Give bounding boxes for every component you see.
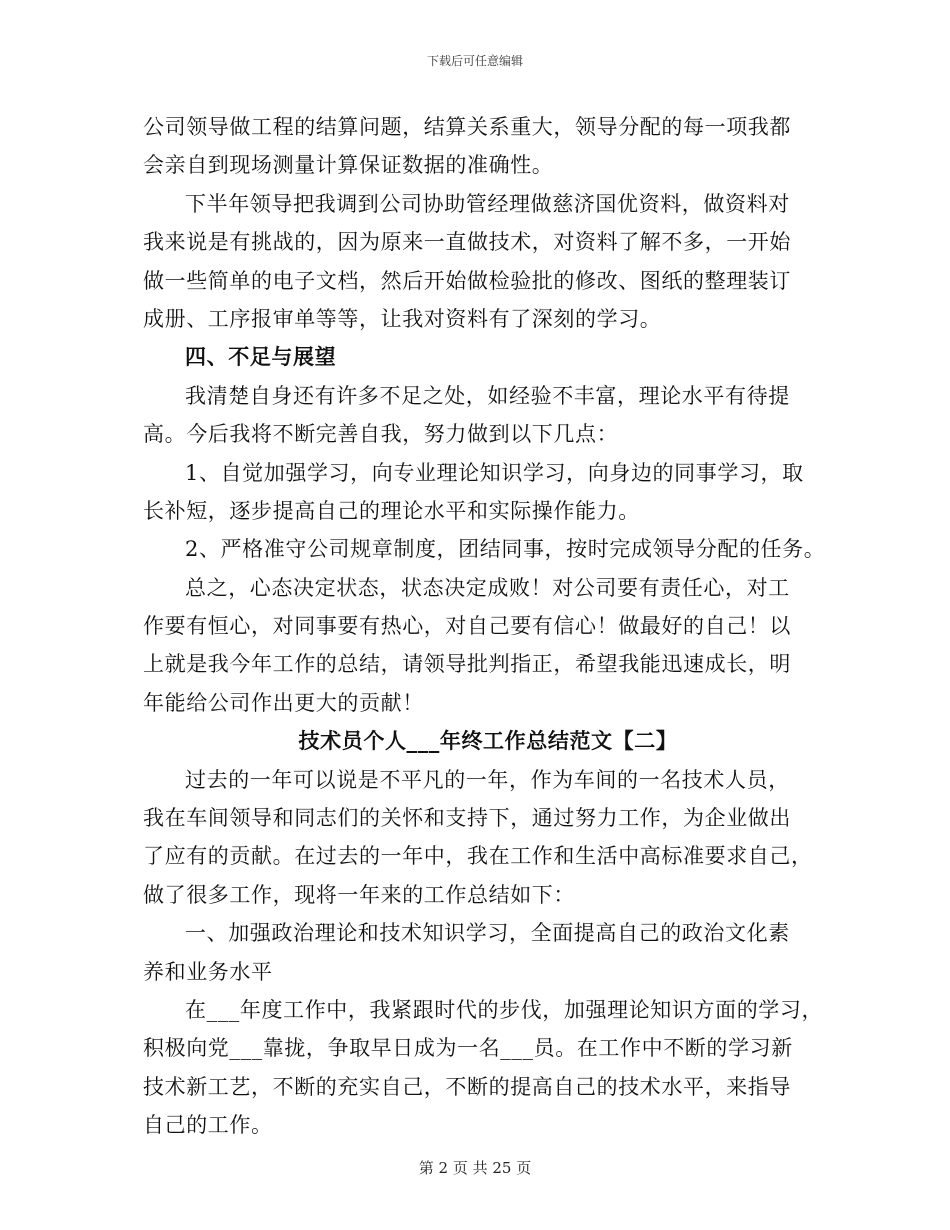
paragraph-line: 我清楚自身还有许多不足之处，如经验不丰富，理论水平有待提	[185, 383, 790, 408]
paragraph-line: 总之，心态决定状态，状态决定成败！对公司要有责任心，对工	[185, 575, 790, 600]
paragraph-line: 会亲自到现场测量计算保证数据的准确性。	[143, 153, 554, 178]
paragraph-line: 过去的一年可以说是不平凡的一年，作为车间的一名技术人员，	[185, 767, 790, 792]
paragraph-line: 公司领导做工程的结算问题，结算关系重大，领导分配的每一项我都	[143, 115, 791, 139]
paragraph-line: 长补短，逐步提高自己的理论水平和实际操作能力。	[143, 498, 640, 523]
paragraph-line: 一、加强政治理论和技术知识学习，全面提高自己的政治文化素	[185, 921, 790, 946]
paragraph-line: 积极向党___靠拢，争取早日成为一名___员。在工作中不断的学习新	[143, 1036, 793, 1061]
paragraph-line: 1、自觉加强学习，向专业理论知识学习，向身边的同事学习，取	[185, 460, 804, 485]
paragraph-line: 2、严格准守公司规章制度，团结同事，按时完成领导分配的任务。	[185, 537, 826, 562]
paragraph-line: 年能给公司作出更大的贡献！	[143, 690, 424, 715]
document-body	[143, 108, 833, 1145]
paragraph-line: 高。今后我将不断完善自我，努力做到以下几点：	[143, 422, 619, 447]
paragraph-line: 了应有的贡献。在过去的一年中，我在工作和生活中高标准要求自己，	[143, 844, 813, 869]
paragraph-line: 我在车间领导和同志们的关怀和支持下，通过努力工作，为企业做出	[143, 806, 791, 831]
paragraph-line: 下半年领导把我调到公司协助管经理做慈济国优资料，做资料对	[185, 191, 790, 216]
paragraph-line: 成册、工序报审单等等，让我对资料有了深刻的学习。	[143, 306, 662, 331]
paragraph-line: 自己的工作。	[143, 1113, 273, 1138]
paragraph-line: 养和业务水平	[143, 959, 273, 984]
paragraph-line: 做一些简单的电子文档，然后开始做检验批的修改、图纸的整理装订	[143, 268, 791, 293]
paragraph-line: 在___年度工作中，我紧跟时代的步伐，加强理论知识方面的学习，	[185, 997, 824, 1022]
page-header-note: 下载后可任意编辑	[426, 54, 523, 68]
paragraph-line: 技术新工艺，不断的充实自己，不断的提高自己的技术水平，来指导	[143, 1074, 791, 1099]
page-number: 第 2 页 共 25 页	[418, 1159, 532, 1177]
section-heading: 四、不足与展望	[185, 344, 337, 370]
paragraph-line: 做了很多工作，现将一年来的工作总结如下：	[143, 882, 575, 907]
paragraph-line: 我来说是有挑战的，因为原来一直做技术，对资料了解不多，一开始	[143, 230, 791, 255]
document-subtitle: 技术员个人___年终工作总结范文【二】	[298, 728, 678, 754]
paragraph-line: 上就是我今年工作的总结，请领导批判指正，希望我能迅速成长，明	[143, 652, 791, 677]
paragraph-line: 作要有恒心，对同事要有热心，对自己要有信心！做最好的自己！以	[143, 614, 791, 639]
